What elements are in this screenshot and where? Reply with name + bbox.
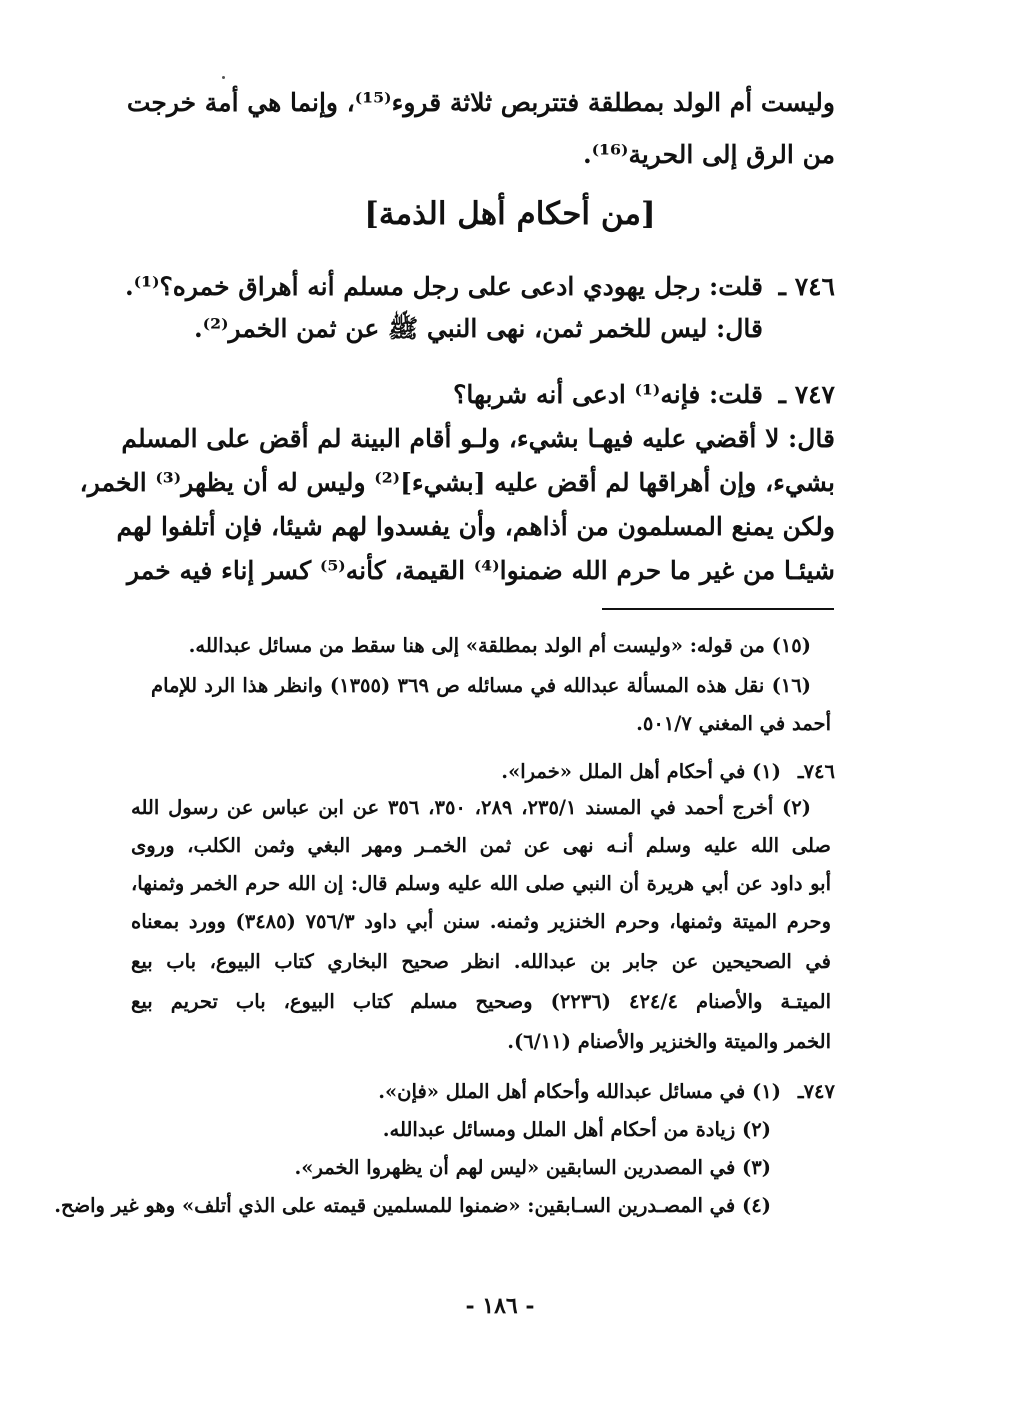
footnote: صلى الله عليه وسلم أنـه نهى عن ثمن الخمـر ومهر البغي وثمن الكلب، وروى (131, 834, 831, 857)
footnote: الميتـة والأصنام ٤٢٤/٤ (٢٢٣٦) وصحيح مسلم كتاب البيوع، باب تحريم بيع (131, 990, 832, 1013)
footnote: وحرم الميتة وثمنها، وحرم الخنزير وثمنه. سنن أبي داود ٧٥٦/٣ (٣٤٨٥) وورد بمعناه (131, 910, 831, 933)
footnote: (٣) في المصدرين السابقين «ليس لهم أن يظهروا الخمر». (294, 1156, 771, 1179)
footnote: أبو داود عن أبي هريرة أن النبي صلى الله عليه وسلم قال: إن الله حرم الخمر وثمنها، (131, 872, 831, 895)
footnote: في الصحيحين عن جابر بن عبدالله. انظر صحيح البخاري كتاب البيوع، باب بيع (131, 950, 831, 973)
footnote: أحمد في المغني ٥٠١/٧. (636, 712, 831, 735)
body-line: قال: ليس للخمر ثمن، نهى النبي ﷺ عن ثمن الخمر⁽²⁾. (193, 314, 763, 343)
footnote: (٢) زيادة من أحكام أهل الملل ومسائل عبدالله. (382, 1118, 771, 1141)
footnote-separator (602, 608, 834, 610)
body-line: قلت: رجل يهودي ادعى على رجل مسلم أنه أهراق خمره؟⁽¹⁾. (124, 272, 763, 301)
footnote-group-number: ٧٤٦ـ (797, 760, 835, 783)
footnote: (١) في أحكام أهل الملل «خمرا». (501, 760, 781, 783)
body-line: من الرق إلى الحرية⁽¹⁶⁾. (582, 140, 835, 169)
footnote: (٢) أخرج أحمد في المسند ٢٣٥/١، ٢٨٩، ٣٥٠، ٣٥٦ عن ابن عباس عن رسول الله (131, 796, 811, 819)
footnote: (١) في مسائل عبدالله وأحكام أهل الملل «فإن». (378, 1080, 781, 1103)
body-line: بشيء، وإن أهراقها لم أقض عليه [بشيء]⁽²⁾ وليس له أن يظهر⁽³⁾ الخمر، (79, 468, 835, 497)
body-line: قلت: فإنه⁽¹⁾ ادعى أنه شربها؟ (453, 380, 763, 409)
body-line: قال: لا أقضي عليه فيهـا بشيء، ولـو أقام البينة لم أقض على المسلم (121, 424, 835, 453)
footnote: (٤) في المصـدرين السـابقين: «ضمنوا للمسلمين قيمته على الذي أتلف» وهو غير واضح. (54, 1194, 771, 1217)
body-line: وليست أم الولد بمطلقة فتتربص ثلاثة قروء⁽¹⁵⁾، وإنما هي أمة خرجت (126, 88, 835, 117)
body-line: ولكن يمنع المسلمون من أذاهم، وأن يفسدوا لهم شيئا، فإن أتلفوا لهم (116, 512, 835, 541)
section-heading: [من أحكام أهل الذمة] (364, 196, 656, 232)
question-number: ٧٤٦ ـ (778, 272, 835, 301)
footnote: (١٥) من قوله: «وليست أم الولد بمطلقة» إلى هنا سقط من مسائل عبدالله. (188, 634, 811, 657)
footnote: (١٦) نقل هذه المسألة عبدالله في مسائله ص ٣٦٩ (١٣٥٥) وانظر هذا الرد للإمام (151, 674, 811, 697)
footnote: الخمر والميتة والخنزير والأصنام (٦/١١). (507, 1030, 831, 1053)
scan-speck (222, 76, 225, 79)
question-number: ٧٤٧ ـ (778, 380, 835, 409)
page-number: - ١٨٦ - (465, 1293, 535, 1319)
body-line: شيئـا من غير ما حرم الله ضمنوا⁽⁴⁾ القيمة، كأنه⁽⁵⁾ كسر إناء فيه خمر (127, 556, 836, 585)
footnote-group-number: ٧٤٧ـ (797, 1080, 835, 1103)
